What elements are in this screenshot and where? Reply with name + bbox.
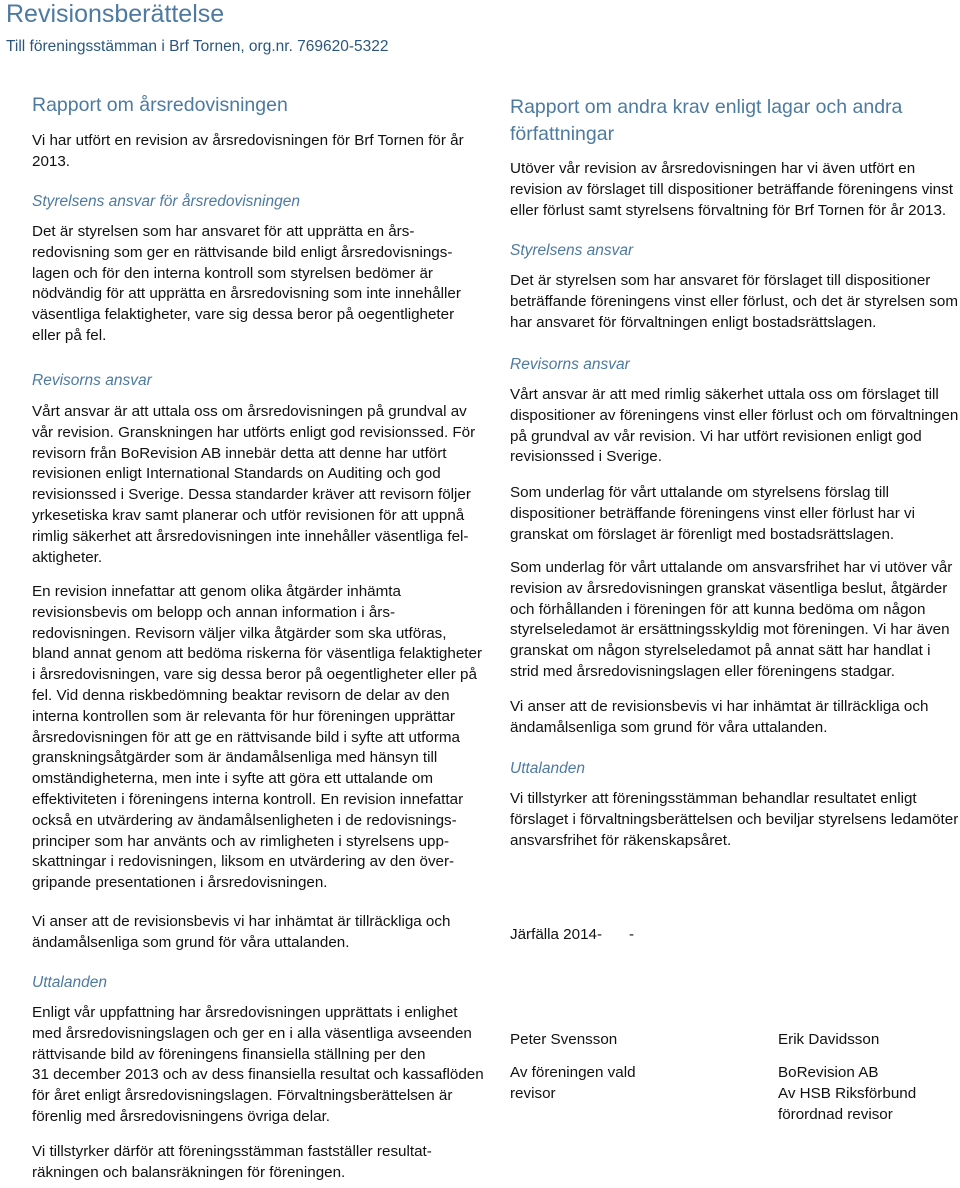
text-line: Av HSB Riksförbund: [778, 1085, 917, 1102]
text-line: Enligt vår uppfattning har årsredovisningen upprättats i enlighet: [32, 1004, 458, 1021]
text-line: eller på fel.: [32, 326, 107, 344]
text-line: Det är styrelsen som har ansvaret för att upprätta en års-: [32, 223, 415, 240]
text-line: nödvändig för att upprätta en årsredovisning som inte innehåller: [32, 285, 461, 303]
text-line: Som underlag för vårt uttalande om ansvarsfrihet har vi utöver vår: [510, 559, 953, 576]
text-line: dispositioner beträffande föreningens vinst eller förlust har vi: [510, 504, 915, 522]
text-line: gripande presentationen i årsredovisningen.: [32, 874, 328, 892]
right-auditor-heading: Revisorns ansvar: [510, 356, 630, 373]
text-line: skattningar i redovisningen, liksom en utvärdering av den över-: [32, 853, 455, 871]
right-board-text: [510, 271, 958, 333]
text-line: i årsredovisningen, vare sig dessa beror på oegentligheter eller på: [32, 666, 477, 684]
right-auditor-text-3: [510, 558, 952, 683]
text-line: aktigheter.: [32, 548, 103, 566]
left-statements-text-2: [32, 1142, 432, 1184]
text-line: granskat om någon styrelseledamot på annat sätt har handlat i: [510, 642, 931, 660]
text-line: principer som har använts och av rimligheten i styrelsens upp-: [32, 832, 450, 850]
right-intro: [510, 159, 953, 221]
right-board-heading: Styrelsens ansvar: [510, 242, 634, 259]
text-line: effektiviteten i föreningens interna kontroll. En revision innefattar: [32, 790, 464, 808]
text-line: förenlig med årsredovisningens övriga delar.: [32, 1107, 331, 1125]
left-board-heading: Styrelsens ansvar för årsredovisningen: [32, 193, 300, 210]
text-line: vår revision. Granskningen har utförts enligt god revisionssed. För: [32, 423, 476, 441]
text-line: eller förlust samt styrelsens förvaltning för Brf Tornen för år 2013.: [510, 201, 947, 219]
right-statements-heading: Uttalanden: [510, 760, 585, 777]
text-line: Det är styrelsen som har ansvaret för förslaget till dispositioner: [510, 272, 931, 289]
right-auditor-text-2: [510, 483, 915, 545]
text-line: omständigheterna, men inte i syfte att göra ett uttalande om: [32, 770, 434, 788]
text-line: redovisning som ger en rättvisande bild enligt årsredovisnings-: [32, 243, 453, 261]
text-line: 2013.: [32, 152, 71, 170]
text-line: Som underlag för vårt uttalande om styrelsens förslag till: [510, 484, 890, 501]
signatory-2-role: [778, 1062, 916, 1125]
text-line: strid med årsredovisningslagen eller föreningens stadgar.: [510, 662, 895, 680]
text-line: BoRevision AB: [778, 1064, 879, 1081]
text-line: Av föreningen vald: [510, 1064, 636, 1081]
page-title: Revisionsberättelse: [6, 0, 225, 28]
text-line: årsredovisningen för att ge en rättvisande bild i syfte att utforma: [32, 728, 461, 746]
text-line: dispositioner av föreningens vinst eller förlust och om förvaltningen: [510, 406, 959, 424]
text-line: yrkesetiska krav samt planerar och utför revisionen för att uppnå: [32, 506, 465, 524]
text-line: Vårt ansvar är att med rimlig säkerhet uttala oss om förslaget till: [510, 386, 939, 403]
text-line: ansvarsfrihet för räkenskapsåret.: [510, 831, 732, 849]
text-line: Vårt ansvar är att uttala oss om årsredovisningen på grundval av: [32, 403, 467, 420]
right-heading: [510, 94, 902, 148]
signatory-1-name: Peter Svensson: [510, 1031, 618, 1048]
heading-line: Rapport om andra krav enligt lagar och andra: [510, 96, 903, 118]
text-line: granskat om förslaget är förenligt med bostadsrättslagen.: [510, 525, 895, 543]
text-line: för året enligt årsredovisningslagen. Förvaltningsberättelsen är: [32, 1087, 453, 1105]
text-line: interna kontrollen som är relevanta för hur föreningen upprättar: [32, 707, 455, 725]
text-line: Vi anser att de revisionsbevis vi har inhämtat är tillräckliga och: [510, 698, 929, 715]
left-board-text: [32, 222, 461, 347]
text-line: Utöver vår revision av årsredovisningen har vi även utfört en: [510, 160, 916, 177]
text-line: och förhållanden i föreningen för att kunna bedöma om någon: [510, 600, 926, 618]
page-subtitle: Till föreningsstämman i Brf Tornen, org.nr. 769620-5322: [6, 38, 389, 55]
text-line: Vi har utfört en revision av årsredovisningen för Brf Tornen för år: [32, 132, 464, 149]
text-line: redovisningen. Revisorn väljer vilka åtgärder som ska utföras,: [32, 624, 447, 642]
left-auditor-heading: Revisorns ansvar: [32, 372, 152, 389]
place-date: Järfälla 2014-: [510, 926, 603, 943]
left-auditor-text-3: [32, 912, 450, 954]
text-line: revisionsbevis om belopp och annan information i års-: [32, 603, 396, 621]
left-auditor-text-1: [32, 402, 475, 568]
text-line: har ansvaret för förvaltningen enligt bostadsrättslagen.: [510, 313, 877, 331]
left-intro: [32, 131, 464, 173]
text-line: bland annat genom att bedöma riskerna för väsentliga felaktigheter: [32, 645, 482, 663]
left-auditor-text-2: [32, 582, 482, 894]
signatory-2-name: Erik Davidsson: [778, 1031, 880, 1048]
text-line: förordnad revisor: [778, 1106, 893, 1123]
text-line: lagen och för den interna kontroll som styrelsen bedömer är: [32, 264, 433, 282]
place-date-dash: -: [629, 926, 635, 943]
text-line: 31 december 2013 och av dess finansiella resultat och kassaflöden: [32, 1066, 484, 1084]
text-line: Vi anser att de revisionsbevis vi har inhämtat är tillräckliga och: [32, 913, 451, 930]
signatory-1-role: [510, 1062, 636, 1104]
left-heading: Rapport om årsredovisningen: [32, 94, 288, 116]
text-line: revisionssed i Sverige.: [510, 448, 662, 466]
text-line: revisorn från BoRevision AB innebär detta att denne har utfört: [32, 444, 447, 462]
text-line: beträffande föreningens vinst eller förlust, och det är styrelsen som: [510, 292, 958, 310]
text-line: rimlig säkerhet att årsredovisningen inte innehåller väsentliga fel-: [32, 527, 469, 545]
text-line: revisor: [510, 1085, 556, 1102]
text-line: också en utvärdering av ändamålsenligheten i de redovisnings-: [32, 811, 457, 829]
right-auditor-text-4: [510, 697, 928, 739]
heading-line: författningar: [510, 123, 615, 145]
text-line: Vi tillstyrker att föreningsstämman behandlar resultatet enligt: [510, 790, 917, 807]
text-line: Vi tillstyrker därför att föreningsstämman fastställer resultat-: [32, 1143, 432, 1160]
text-line: förslaget i förvaltningsberättelsen och beviljar styrelsens ledamöter: [510, 810, 959, 828]
right-auditor-text-1: [510, 385, 958, 468]
left-statements-text-1: [32, 1003, 484, 1128]
text-line: på grundval av vår revision. Vi har utfört revisionen enligt god: [510, 427, 922, 445]
text-line: revision av förslaget till dispositioner beträffande föreningens vinst: [510, 180, 953, 198]
text-line: revision av årsredovisningen granskat väsentliga beslut, åtgärder: [510, 579, 948, 597]
left-statements-heading: Uttalanden: [32, 974, 107, 991]
text-line: räkningen och balansräkningen för föreningen.: [32, 1163, 346, 1181]
text-line: En revision innefattar att genom olika åtgärder inhämta: [32, 583, 401, 600]
text-line: ändamålsenliga som grund för våra uttalanden.: [510, 718, 828, 736]
right-statements-text: [510, 789, 958, 851]
text-line: ändamålsenliga som grund för våra uttalanden.: [32, 933, 350, 951]
text-line: revisionen enligt International Standards on Auditing och god: [32, 465, 441, 483]
text-line: revisionssed i Sverige. Dessa standarder kräver att revisorn följer: [32, 486, 471, 504]
text-line: med årsredovisningslagen och ger en i alla väsentliga avseenden: [32, 1024, 472, 1042]
text-line: rättvisande bild av föreningens finansiella ställning per den: [32, 1045, 426, 1063]
text-line: fel. Vid denna riskbedömning beaktar revisorn de delar av den: [32, 686, 450, 704]
text-line: granskningsåtgärder som är ändamålsenliga med hänsyn till: [32, 749, 438, 767]
text-line: styrelseledamot är ersättningsskyldig mot föreningen. Vi har även: [510, 621, 950, 639]
text-line: väsentliga felaktigheter, vare sig dessa beror på oegentligheter: [32, 306, 455, 324]
